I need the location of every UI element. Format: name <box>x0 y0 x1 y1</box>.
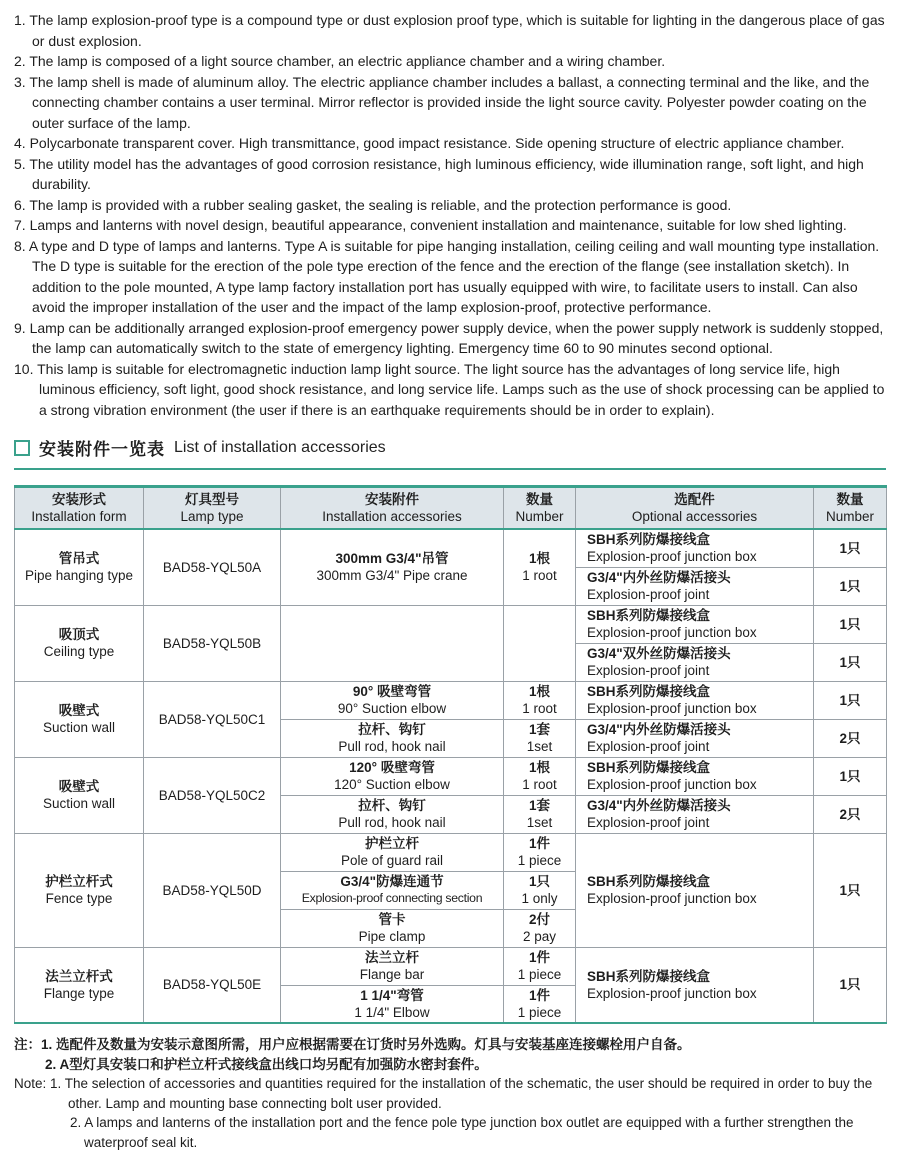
cell-accessory: 拉杆、钩钉 Pull rod, hook nail <box>281 795 504 833</box>
item-number: 2. <box>14 53 26 69</box>
item-text: The lamp is composed of a light source chamber, an electric appliance chamber and a wiring chamber. <box>29 53 666 69</box>
item-text: Polycarbonate transparent cover. High transmittance, good impact resistance. Side opening structure of electric appliance chamber. <box>29 135 845 151</box>
cell-optional-number: 1只 <box>814 947 887 1023</box>
item-text: The lamp is provided with a rubber sealing gasket, the sealing is reliable, and the protection performance is good. <box>29 196 732 213</box>
item-text: The lamp explosion-proof type is a compound type or dust explosion proof type, which is suitable for lighting in the dangerous place of gas or dust explosion. <box>29 12 885 49</box>
feature-item <box>14 236 887 318</box>
feature-item <box>14 215 887 236</box>
col-number-2: 数量 Number <box>814 487 887 530</box>
cell-accessory-empty <box>281 605 504 681</box>
table-row <box>15 681 887 719</box>
col-lamp-type: 灯具型号 Lamp type <box>144 487 281 530</box>
item-number: 6. <box>14 196 26 213</box>
item-number: 5. <box>14 155 26 172</box>
cell-optional-number: 1只 <box>814 605 887 643</box>
cell-optional-number: 1只 <box>814 567 887 605</box>
cell-optional: G3/4"内外丝防爆活接头 Explosion-proof joint <box>576 795 814 833</box>
cell-accessory: 1 1/4"弯管 1 1/4" Elbow <box>281 985 504 1023</box>
table-row <box>15 833 887 871</box>
item-number: 1. <box>14 12 26 28</box>
cell-form: 吸顶式 Ceiling type <box>15 605 144 681</box>
col-installation-form: 安装形式 Installation form <box>15 487 144 530</box>
table-row <box>15 529 887 567</box>
cell-form: 管吊式 Pipe hanging type <box>15 529 144 605</box>
item-number: 4. <box>14 135 26 151</box>
cell-accessory: 管卡 Pipe clamp <box>281 909 504 947</box>
item-text: This lamp is suitable for electromagnetic induction lamp light source. The light source has the advantages of long service life, high luminous efficiency, soft light, good shock resistance, and long service life. Lamps such as the use of shock processing can be applied to a strong vibration environment (the user if there is an earthquake requirements should be in order to explain). <box>37 360 885 418</box>
item-number: 10. <box>14 360 34 377</box>
installation-accessories-table <box>14 485 887 1024</box>
cell-accessory: 300mm G3/4"吊管 300mm G3/4" Pipe crane <box>281 529 504 605</box>
cell-number: 1件 1 piece <box>504 985 576 1023</box>
section-square-icon <box>14 440 30 456</box>
cell-optional: G3/4"内外丝防爆活接头 Explosion-proof joint <box>576 719 814 757</box>
cell-accessory: 拉杆、钩钉 Pull rod, hook nail <box>281 719 504 757</box>
cell-lamp-type: BAD58-YQL50A <box>144 529 281 605</box>
table-row <box>15 757 887 795</box>
table-row <box>15 605 887 643</box>
cell-optional: SBH系列防爆接线盒 Explosion-proof junction box <box>576 833 814 947</box>
cell-optional: SBH系列防爆接线盒 Explosion-proof junction box <box>576 757 814 795</box>
cell-number: 1根 1 root <box>504 529 576 605</box>
feature-item <box>14 133 887 154</box>
note-zh-1: 注：1. 选配件及数量为安装示意图所需，用户应根据需要在订货时另外选购。灯具与安装基座连接螺栓用户自备。 <box>14 1037 691 1052</box>
cell-number: 1根 1 root <box>504 757 576 795</box>
cell-optional: SBH系列防爆接线盒 Explosion-proof junction box <box>576 947 814 1023</box>
feature-item <box>14 51 887 72</box>
item-number: 3. <box>14 73 26 90</box>
note-en-1: Note: 1. The selection of accessories and quantities required for the installation of the schematic, the user should be required in order to buy the other. Lamp and mounting base connecting bolt user provided. <box>14 1076 873 1111</box>
table-row <box>15 947 887 985</box>
cell-optional: SBH系列防爆接线盒 Explosion-proof junction box <box>576 529 814 567</box>
item-number: 8. <box>14 237 26 254</box>
cell-accessory: G3/4"防爆连通节 Explosion-proof connecting section <box>281 871 504 909</box>
cell-optional-number: 2只 <box>814 795 887 833</box>
cell-accessory: 90° 吸壁弯管 90° Suction elbow <box>281 681 504 719</box>
cell-optional-number: 1只 <box>814 757 887 795</box>
item-number: 7. <box>14 217 26 233</box>
item-number: 9. <box>14 319 26 336</box>
cell-number: 1套 1set <box>504 719 576 757</box>
cell-form: 护栏立杆式 Fence type <box>15 833 144 947</box>
section-title-zh: 安装附件一览表 <box>39 440 165 459</box>
cell-optional: SBH系列防爆接线盒 Explosion-proof junction box <box>576 605 814 643</box>
cell-number: 1件 1 piece <box>504 833 576 871</box>
cell-number: 1套 1set <box>504 795 576 833</box>
cell-number-empty <box>504 605 576 681</box>
feature-item <box>14 318 887 359</box>
feature-item <box>14 154 887 195</box>
col-installation-accessories: 安装附件 Installation accessories <box>281 487 504 530</box>
cell-optional: G3/4"内外丝防爆活接头 Explosion-proof joint <box>576 567 814 605</box>
cell-accessory: 120° 吸壁弯管 120° Suction elbow <box>281 757 504 795</box>
section-header <box>14 435 886 470</box>
cell-lamp-type: BAD58-YQL50C1 <box>144 681 281 757</box>
cell-form: 吸壁式 Suction wall <box>15 681 144 757</box>
cell-lamp-type: BAD58-YQL50E <box>144 947 281 1023</box>
cell-number: 2付 2 pay <box>504 909 576 947</box>
cell-optional-number: 2只 <box>814 719 887 757</box>
note-en-2: 2. A lamps and lanterns of the installation port and the fence pole type junction box outlet are equipped with a further strengthen the waterproof seal kit. <box>70 1115 854 1150</box>
feature-item <box>14 72 887 134</box>
cell-accessory: 法兰立杆 Flange bar <box>281 947 504 985</box>
item-text: Lamps and lanterns with novel design, beautiful appearance, convenient installation and maintenance, suitable for low shed lighting. <box>29 217 847 233</box>
cell-optional: G3/4"双外丝防爆活接头 Explosion-proof joint <box>576 643 814 681</box>
col-number-1: 数量 Number <box>504 487 576 530</box>
feature-list <box>0 0 900 420</box>
note-zh-2: 2. A型灯具安装口和护栏立杆式接线盒出线口均另配有加强防水密封套件。 <box>45 1056 488 1072</box>
cell-number: 1只 1 only <box>504 871 576 909</box>
section-title-en: List of installation accessories <box>174 438 386 456</box>
cell-lamp-type: BAD58-YQL50B <box>144 605 281 681</box>
cell-form: 法兰立杆式 Flange type <box>15 947 144 1023</box>
cell-optional-number: 1只 <box>814 681 887 719</box>
cell-lamp-type: BAD58-YQL50D <box>144 833 281 947</box>
item-text: Lamp can be additionally arranged explosion-proof emergency power supply device, when the power supply network is suddenly stopped, the lamp can automatically switch to the state of emergency lighting. Emergency time 60 to 90 minutes second optional. <box>29 319 884 356</box>
item-text: The lamp shell is made of aluminum alloy. The electric appliance chamber includes a ballast, a connecting terminal and the like, and the connecting chamber contains a user terminal. Mirror reflector is provided inside the light source cavity. Polyester powder coating on the outer surface of the lamp. <box>29 73 870 131</box>
item-text: A type and D type of lamps and lanterns. Type A is suitable for pipe hanging installation, ceiling ceiling and wall mounting type installation. The D type is suitable for the erection of the pole type erection of the fence and the erection of the flange (see installation sketch). In addition to the pole mounted, A type lamp factory installation port has usually equipped with wire, to facilitate users to install. Can also avoid the improper installation of the user and the impact of the lamp explosion-proof, protective performance. <box>28 237 880 315</box>
cell-optional-number: 1只 <box>814 833 887 947</box>
feature-item <box>14 10 887 51</box>
cell-optional-number: 1只 <box>814 643 887 681</box>
feature-item <box>14 195 887 216</box>
cell-accessory: 护栏立杆 Pole of guard rail <box>281 833 504 871</box>
cell-form: 吸壁式 Suction wall <box>15 757 144 833</box>
cell-number: 1件 1 piece <box>504 947 576 985</box>
notes <box>14 1035 886 1152</box>
table-header-row <box>15 487 887 530</box>
col-optional-accessories: 选配件 Optional accessories <box>576 487 814 530</box>
cell-optional-number: 1只 <box>814 529 887 567</box>
feature-item <box>14 359 887 421</box>
cell-number: 1根 1 root <box>504 681 576 719</box>
item-text: The utility model has the advantages of good corrosion resistance, high luminous efficiency, wide illumination range, soft light, and high durability. <box>29 155 864 192</box>
cell-optional: SBH系列防爆接线盒 Explosion-proof junction box <box>576 681 814 719</box>
cell-lamp-type: BAD58-YQL50C2 <box>144 757 281 833</box>
